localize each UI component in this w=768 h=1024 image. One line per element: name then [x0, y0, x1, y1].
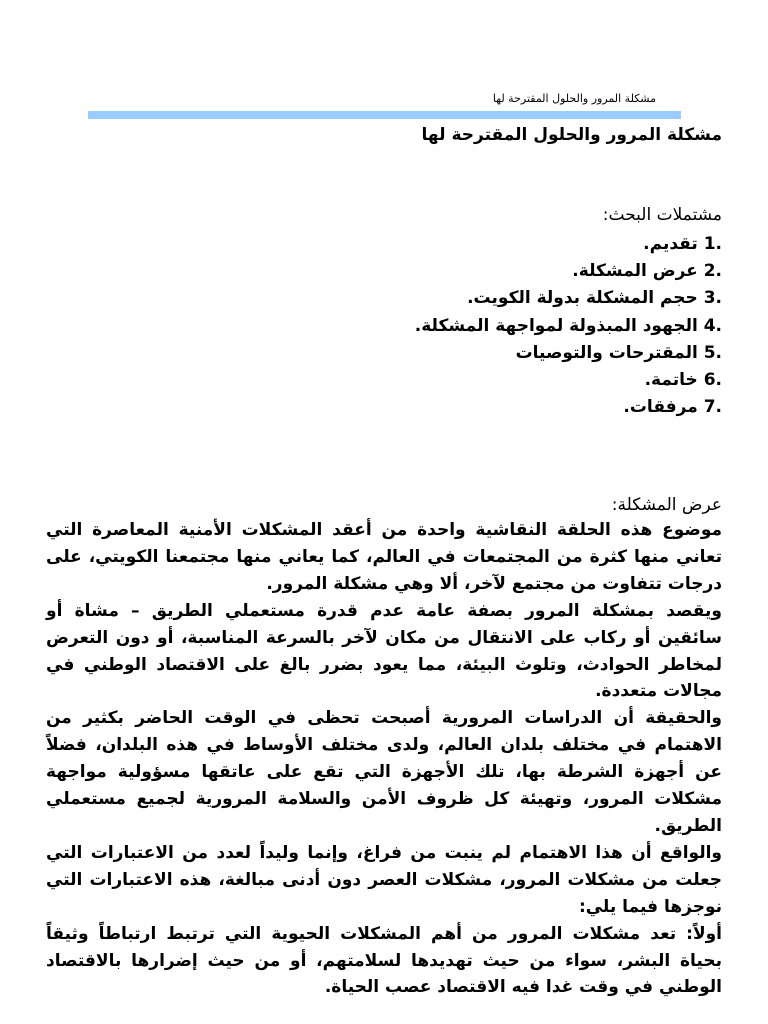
- section-body: [46, 517, 722, 1001]
- contents-item-number: 4.: [703, 315, 722, 336]
- contents-list: [415, 231, 722, 421]
- header-rule-bar: [88, 111, 681, 119]
- contents-item: [415, 258, 722, 285]
- contents-item-text: تقديم.: [643, 234, 704, 254]
- paragraph: والحقيقة أن الدراسات المرورية أصبحت تحظى في الوقت الحاضر بكثير من الاهتمام في مختلف بلدان العالم، ولدى مختلف الأوساط في هذه البلدان، فضلاً عن أجهزة الشرطة بها، تلك الأجهزة التي تقع على عاتقها مسؤولية مواجهة مشكلات المرور، وتهيئة كل ظروف الأمن والسلامة المرورية لجميع مستعملي الطريق.: [46, 708, 722, 836]
- contents-item-text: خاتمة.: [644, 369, 704, 390]
- header-rule: [88, 111, 681, 119]
- section-heading: عرض المشكلة:: [611, 495, 722, 515]
- contents-item-number: 5.: [703, 342, 722, 363]
- contents-item-text: الجهود المبذولة لمواجهة المشكلة.: [414, 315, 704, 336]
- paragraph: والواقع أن هذا الاهتمام لم ينبت من فراغ، وإنما وليداً لعدد من الاعتبارات التي جعلت من مشكلات المرور، مشكلات العصر دون أدنى مبالغة، هذه الاعتبارات التي نوجزها فيما يلي:: [46, 842, 722, 917]
- contents-item-number: 2.: [703, 261, 722, 282]
- contents-item: [415, 313, 722, 340]
- paragraph: ويقصد بمشكلة المرور بصفة عامة عدم قدرة مستعملي الطريق – مشاة أو سائقين أو ركاب على الانتقال من مكان لآخر بالسرعة المناسبة، أو دون التعرض لمخاطر الحوادث، وتلوث البيئة، مما يعود بضرر بالغ على الاقتصاد الوطني في مجالات متعددة.: [46, 600, 722, 702]
- contents-item-number: 6.: [703, 369, 722, 390]
- contents-item: [415, 340, 722, 367]
- running-header: مشكلة المرور والحلول المقترحة لها: [492, 92, 656, 105]
- contents-item-number: 1.: [703, 234, 722, 254]
- paragraph: موضوع هذه الحلقة النقاشية واحدة من أعقد المشكلات الأمنية المعاصرة التي تعاني منها كثرة من المجتمعات في العالم، كما يعاني منها مجتمعنا الكويتي، على درجات تتفاوت من مجتمع لآخر، ألا وهي مشكلة المرور.: [46, 520, 722, 594]
- contents-heading: مشتملات البحث:: [602, 205, 722, 225]
- contents-item: [415, 394, 722, 421]
- contents-item: [415, 231, 722, 258]
- paragraph: أولاً: تعد مشكلات المرور من أهم المشكلات الحيوية التي ترتبط ارتباطاً وثيقاً بحياة البشر، سواء من حيث تهديدها لسلامتهم، أو من حيث إضرارها بالاقتصاد الوطني في وقت غدا فيه الاقتصاد عصب الحياة.: [46, 923, 722, 998]
- contents-item-text: حجم المشكلة بدولة الكويت.: [467, 288, 704, 309]
- document-title: مشكلة المرور والحلول المقترحة لها: [421, 125, 722, 145]
- contents-item-number: 7.: [703, 397, 722, 418]
- contents-item-number: 3.: [703, 288, 722, 309]
- contents-item: [415, 285, 722, 312]
- contents-item-text: المقترحات والتوصيات: [515, 342, 704, 363]
- contents-item-text: مرفقات.: [623, 397, 704, 418]
- contents-item: [415, 367, 722, 394]
- contents-item-text: عرض المشكلة.: [572, 261, 704, 282]
